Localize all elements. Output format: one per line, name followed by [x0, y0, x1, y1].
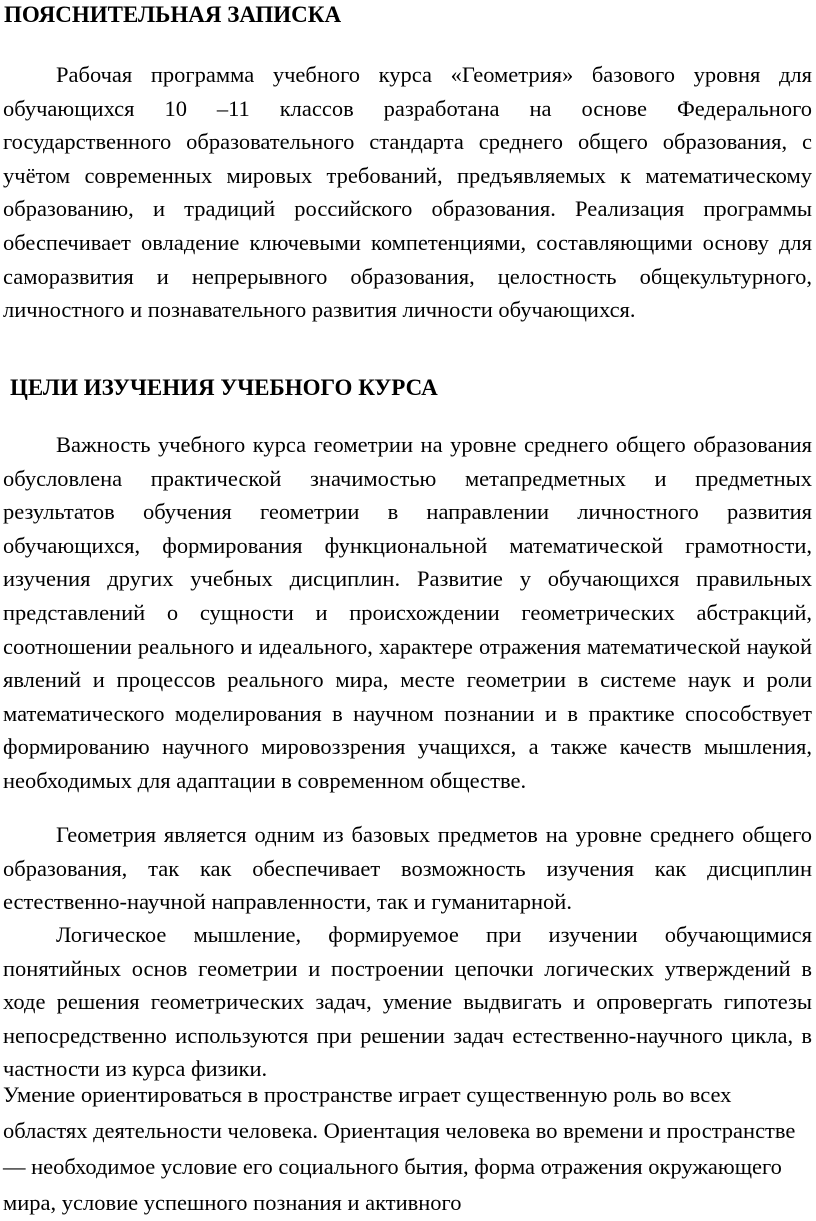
paragraph-logical-thinking: Логическое мышление, формируемое при изучении обучающимися понятийных основ геометрии и построении цепочки логических утверждений в ходе решения геометрических задач, умение выдвигать и опровергать гипотезы непосредственно используются при решении задач естественно-научного цикла, в частности из курса физики.: [3, 922, 812, 1082]
paragraph-course-importance: Важность учебного курса геометрии на уровне среднего общего образования обусловлена практической значимостью метапредметных и предметных результатов обучения геометрии в направлении личностного развития обучающихся, формирования функциональной математической грамотности, изучения других учебных дисциплин. Развитие у обучающихся правильных представлений о сущности и происхождении геометрических абстракций, соотношении реального и идеального, характере отражения математической наукой явлений и процессов реального мира, месте геометрии в системе наук и роли математического моделирования в научном познании и в практике способствует формированию научного мировоззрения учащихся, а также качеств мышления, необходимых для адаптации в современном обществе.: [3, 432, 812, 793]
paragraph-program-description: Рабочая программа учебного курса «Геометрия» базового уровня для обучающихся 10 –11 классов разработана на основе Федерального государственного образовательного стандарта среднего общего образования, с учётом современных мировых требований, предъявляемых к математическому образованию, и традиций российского образования. Реализация программы обеспечивает овладение ключевыми компетенциями, составляющими основу для саморазвития и непрерывного образования, целостность общекультурного, личностного и познавательного развития личности обучающихся.: [3, 62, 812, 323]
section-heading-course-goals: ЦЕЛИ ИЗУЧЕНИЯ УЧЕБНОГО КУРСА: [10, 375, 438, 400]
paragraph-geometry-base-subject: Геометрия является одним из базовых предметов на уровне среднего общего образования, так как обеспечивает возможность изучения как дисциплин естественно-научной направленности, так и гуманитарной.: [3, 822, 812, 915]
section-heading-explanatory-note: ПОЯСНИТЕЛЬНАЯ ЗАПИСКА: [4, 2, 342, 27]
paragraph-spatial-orientation: Умение ориентироваться в пространстве играет существенную роль во всех областях деятельности человека. Ориентация человека во времени и пространстве — необходимое условие его социального бытия, форма отражения окружающего мира, условие успешного познания и активного: [3, 1082, 796, 1215]
